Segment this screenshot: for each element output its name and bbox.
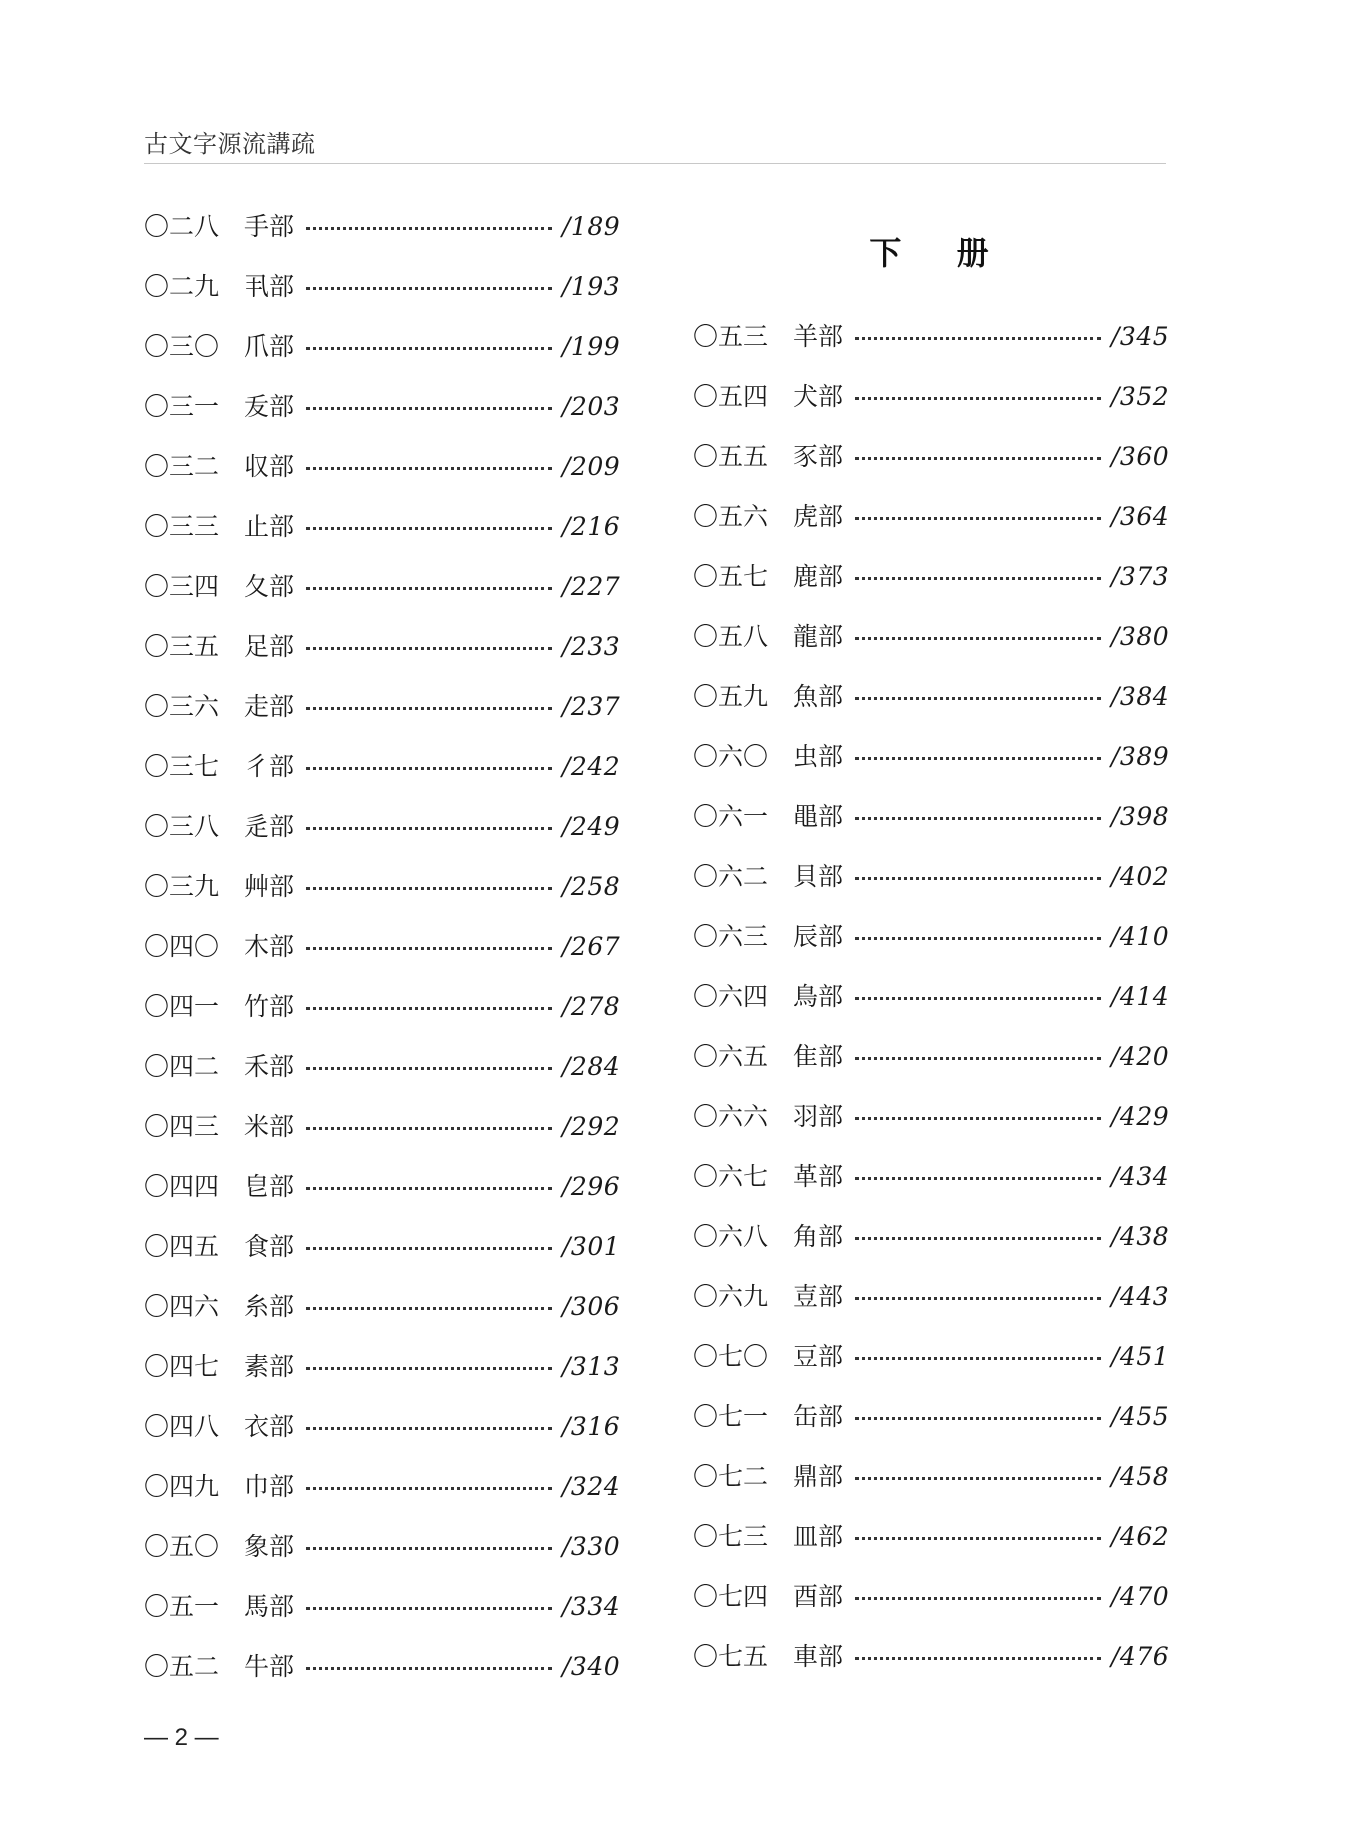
- dot-leader: [855, 757, 1101, 760]
- entry-radical-title: 缶部: [793, 1401, 844, 1431]
- dot-leader: [306, 647, 552, 650]
- entry-number: 〇五二: [144, 1651, 220, 1681]
- toc-entry: [144, 316, 621, 376]
- toc-entry: [144, 1336, 621, 1396]
- toc-entry: [693, 1506, 1170, 1566]
- entry-page-number: /227: [562, 571, 621, 601]
- entry-number: 〇六七: [693, 1161, 769, 1191]
- dot-leader: [855, 397, 1101, 400]
- entry-number: 〇三〇: [144, 331, 220, 361]
- dot-leader: [855, 1477, 1101, 1480]
- toc-entry: [693, 1566, 1170, 1626]
- entry-radical-title: 壴部: [793, 1281, 844, 1311]
- entry-radical-title: 豕部: [793, 441, 844, 471]
- toc-entry: [693, 1326, 1170, 1386]
- dot-leader: [306, 1607, 552, 1610]
- entry-radical-title: 羽部: [793, 1101, 844, 1131]
- entry-number: 〇五九: [693, 681, 769, 711]
- entry-number: 〇六二: [693, 861, 769, 891]
- entry-page-number: /203: [562, 391, 621, 421]
- entry-page-number: /340: [562, 1651, 621, 1681]
- dot-leader: [306, 347, 552, 350]
- toc-entry: [693, 786, 1170, 846]
- dot-leader: [855, 1417, 1101, 1420]
- entry-radical-title: 角部: [793, 1221, 844, 1251]
- dot-leader: [855, 937, 1101, 940]
- entry-page-number: /352: [1111, 381, 1170, 411]
- toc-entry: [693, 1386, 1170, 1446]
- toc-entry: [144, 1456, 621, 1516]
- entry-page-number: /242: [562, 751, 621, 781]
- entry-number: 〇七二: [693, 1461, 769, 1491]
- entry-page-number: /216: [562, 511, 621, 541]
- dot-leader: [855, 1357, 1101, 1360]
- dot-leader: [855, 997, 1101, 1000]
- entry-number: 〇四一: [144, 991, 220, 1021]
- entry-page-number: /373: [1111, 561, 1170, 591]
- entry-radical-title: 鼎部: [793, 1461, 844, 1491]
- entry-page-number: /316: [562, 1411, 621, 1441]
- entry-radical-title: 象部: [244, 1531, 295, 1561]
- entry-radical-title: 巾部: [244, 1471, 295, 1501]
- dot-leader: [306, 227, 552, 230]
- dot-leader: [306, 947, 552, 950]
- entry-page-number: /410: [1111, 921, 1170, 951]
- dot-leader: [855, 817, 1101, 820]
- entry-page-number: /420: [1111, 1041, 1170, 1071]
- toc-left-column: [144, 196, 621, 1696]
- entry-number: 〇五七: [693, 561, 769, 591]
- entry-radical-title: 黽部: [793, 801, 844, 831]
- entry-page-number: /306: [562, 1291, 621, 1321]
- entry-radical-title: 皿部: [793, 1521, 844, 1551]
- entry-number: 〇四四: [144, 1171, 220, 1201]
- toc-entry: [144, 436, 621, 496]
- dot-leader: [306, 407, 552, 410]
- dot-leader: [306, 827, 552, 830]
- entry-page-number: /301: [562, 1231, 621, 1261]
- entry-number: 〇二九: [144, 271, 220, 301]
- entry-page-number: /458: [1111, 1461, 1170, 1491]
- entry-page-number: /389: [1111, 741, 1170, 771]
- entry-radical-title: 糸部: [244, 1291, 295, 1321]
- entry-radical-title: 皀部: [244, 1171, 295, 1201]
- entry-page-number: /292: [562, 1111, 621, 1141]
- entry-number: 〇七〇: [693, 1341, 769, 1371]
- entry-radical-title: 禾部: [244, 1051, 295, 1081]
- toc-entry: [144, 1156, 621, 1216]
- entry-number: 〇六〇: [693, 741, 769, 771]
- toc-entry: [144, 1396, 621, 1456]
- entry-number: 〇三九: [144, 871, 220, 901]
- entry-number: 〇四八: [144, 1411, 220, 1441]
- toc-entry: [693, 906, 1170, 966]
- toc-entry: [693, 1206, 1170, 1266]
- toc-entry: [144, 616, 621, 676]
- dot-leader: [855, 457, 1101, 460]
- toc-entry: [693, 666, 1170, 726]
- dot-leader: [855, 1237, 1101, 1240]
- entry-page-number: /451: [1111, 1341, 1170, 1371]
- entry-radical-title: 牛部: [244, 1651, 295, 1681]
- entry-number: 〇三二: [144, 451, 220, 481]
- toc-entry: [693, 606, 1170, 666]
- entry-page-number: /434: [1111, 1161, 1170, 1191]
- entry-radical-title: 馬部: [244, 1591, 295, 1621]
- toc-entry: [144, 1516, 621, 1576]
- entry-number: 〇四六: [144, 1291, 220, 1321]
- dot-leader: [306, 1007, 552, 1010]
- entry-radical-title: 叐部: [244, 391, 295, 421]
- dot-leader: [306, 1427, 552, 1430]
- entry-number: 〇三五: [144, 631, 220, 661]
- entry-page-number: /209: [562, 451, 621, 481]
- entry-radical-title: 止部: [244, 511, 295, 541]
- entry-radical-title: 艸部: [244, 871, 295, 901]
- entry-page-number: /258: [562, 871, 621, 901]
- entry-number: 〇五〇: [144, 1531, 220, 1561]
- dot-leader: [306, 1547, 552, 1550]
- dot-leader: [306, 527, 552, 530]
- entry-page-number: /360: [1111, 441, 1170, 471]
- entry-page-number: /330: [562, 1531, 621, 1561]
- entry-page-number: /296: [562, 1171, 621, 1201]
- entry-page-number: /380: [1111, 621, 1170, 651]
- entry-radical-title: 走部: [244, 691, 295, 721]
- entry-radical-title: 収部: [244, 451, 295, 481]
- entry-radical-title: 龍部: [793, 621, 844, 651]
- entry-number: 〇五四: [693, 381, 769, 411]
- entry-page-number: /364: [1111, 501, 1170, 531]
- toc-entry: [144, 916, 621, 976]
- toc-entry: [144, 1576, 621, 1636]
- toc-entry: [693, 426, 1170, 486]
- entry-page-number: /313: [562, 1351, 621, 1381]
- entry-radical-title: 衣部: [244, 1411, 295, 1441]
- entry-radical-title: 革部: [793, 1161, 844, 1191]
- dot-leader: [855, 517, 1101, 520]
- entry-page-number: /402: [1111, 861, 1170, 891]
- toc-entry: [144, 376, 621, 436]
- entry-number: 〇三四: [144, 571, 220, 601]
- toc-entry: [144, 676, 621, 736]
- entry-number: 〇七五: [693, 1641, 769, 1671]
- dot-leader: [306, 1667, 552, 1670]
- entry-radical-title: 素部: [244, 1351, 295, 1381]
- dot-leader: [855, 697, 1101, 700]
- toc-entry: [693, 1026, 1170, 1086]
- page-number: — 2 —: [144, 1724, 219, 1751]
- entry-number: 〇六九: [693, 1281, 769, 1311]
- entry-number: 〇七三: [693, 1521, 769, 1551]
- entry-page-number: /462: [1111, 1521, 1170, 1551]
- entry-page-number: /398: [1111, 801, 1170, 831]
- toc-entry: [693, 366, 1170, 426]
- dot-leader: [306, 1067, 552, 1070]
- entry-page-number: /249: [562, 811, 621, 841]
- dot-leader: [855, 1657, 1101, 1660]
- toc-entry: [693, 1266, 1170, 1326]
- dot-leader: [306, 467, 552, 470]
- toc-entry: [693, 726, 1170, 786]
- entry-radical-title: 辵部: [244, 811, 295, 841]
- dot-leader: [306, 1247, 552, 1250]
- entry-page-number: /267: [562, 931, 621, 961]
- entry-radical-title: 食部: [244, 1231, 295, 1261]
- dot-leader: [855, 577, 1101, 580]
- entry-page-number: /324: [562, 1471, 621, 1501]
- entry-number: 〇三一: [144, 391, 220, 421]
- dot-leader: [306, 707, 552, 710]
- entry-radical-title: 丮部: [244, 271, 295, 301]
- entry-radical-title: 彳部: [244, 751, 295, 781]
- entry-number: 〇七四: [693, 1581, 769, 1611]
- dot-leader: [855, 877, 1101, 880]
- entry-page-number: /470: [1111, 1581, 1170, 1611]
- toc-right-column: [693, 196, 1170, 1686]
- entry-number: 〇四二: [144, 1051, 220, 1081]
- entry-page-number: /334: [562, 1591, 621, 1621]
- entry-number: 〇三三: [144, 511, 220, 541]
- toc-entry: [693, 966, 1170, 1026]
- entry-radical-title: 辰部: [793, 921, 844, 951]
- toc-entry: [693, 486, 1170, 546]
- entry-number: 〇六六: [693, 1101, 769, 1131]
- header-rule: [144, 163, 1166, 164]
- toc-entry: [693, 1626, 1170, 1686]
- dot-leader: [855, 1597, 1101, 1600]
- dot-leader: [855, 1177, 1101, 1180]
- entry-page-number: /429: [1111, 1101, 1170, 1131]
- volume-heading: 下 册: [869, 234, 1011, 272]
- entry-page-number: /384: [1111, 681, 1170, 711]
- entry-radical-title: 足部: [244, 631, 295, 661]
- toc-entry: [144, 736, 621, 796]
- dot-leader: [855, 1297, 1101, 1300]
- entry-number: 〇六三: [693, 921, 769, 951]
- toc-entry: [144, 856, 621, 916]
- dot-leader: [855, 337, 1101, 340]
- toc-entry: [144, 1636, 621, 1696]
- dot-leader: [855, 1117, 1101, 1120]
- dot-leader: [306, 287, 552, 290]
- entry-radical-title: 米部: [244, 1111, 295, 1141]
- dot-leader: [306, 1127, 552, 1130]
- entry-number: 〇二八: [144, 211, 220, 241]
- dot-leader: [306, 887, 552, 890]
- entry-radical-title: 車部: [793, 1641, 844, 1671]
- entry-number: 〇四七: [144, 1351, 220, 1381]
- dot-leader: [306, 587, 552, 590]
- toc-entry: [144, 1216, 621, 1276]
- entry-number: 〇四五: [144, 1231, 220, 1261]
- dot-leader: [306, 767, 552, 770]
- entry-page-number: /443: [1111, 1281, 1170, 1311]
- entry-radical-title: 虎部: [793, 501, 844, 531]
- entry-radical-title: 竹部: [244, 991, 295, 1021]
- entry-radical-title: 虫部: [793, 741, 844, 771]
- entry-radical-title: 貝部: [793, 861, 844, 891]
- toc-entry: [144, 556, 621, 616]
- entry-radical-title: 豆部: [793, 1341, 844, 1371]
- entry-page-number: /476: [1111, 1641, 1170, 1671]
- toc-entry: [693, 1446, 1170, 1506]
- entry-number: 〇四〇: [144, 931, 220, 961]
- toc-entry: [144, 196, 621, 256]
- entry-number: 〇七一: [693, 1401, 769, 1431]
- entry-number: 〇六四: [693, 981, 769, 1011]
- dot-leader: [855, 637, 1101, 640]
- toc-entry: [693, 1146, 1170, 1206]
- entry-page-number: /189: [562, 211, 621, 241]
- entry-page-number: /284: [562, 1051, 621, 1081]
- entry-number: 〇五六: [693, 501, 769, 531]
- entry-number: 〇六八: [693, 1221, 769, 1251]
- entry-radical-title: 手部: [244, 211, 295, 241]
- toc-entry: [693, 306, 1170, 366]
- toc-entry: [144, 1036, 621, 1096]
- dot-leader: [306, 1187, 552, 1190]
- entry-page-number: /237: [562, 691, 621, 721]
- entry-page-number: /438: [1111, 1221, 1170, 1251]
- entry-page-number: /278: [562, 991, 621, 1021]
- toc-entry: [144, 1276, 621, 1336]
- entry-radical-title: 犬部: [793, 381, 844, 411]
- entry-radical-title: 羊部: [793, 321, 844, 351]
- dot-leader: [855, 1057, 1101, 1060]
- entry-number: 〇六一: [693, 801, 769, 831]
- entry-radical-title: 爪部: [244, 331, 295, 361]
- entry-number: 〇五一: [144, 1591, 220, 1621]
- entry-number: 〇五八: [693, 621, 769, 651]
- toc-entry: [144, 1096, 621, 1156]
- entry-page-number: /345: [1111, 321, 1170, 351]
- entry-page-number: /199: [562, 331, 621, 361]
- entry-number: 〇五五: [693, 441, 769, 471]
- toc-entry: [144, 796, 621, 856]
- entry-radical-title: 隹部: [793, 1041, 844, 1071]
- entry-radical-title: 鳥部: [793, 981, 844, 1011]
- entry-page-number: /455: [1111, 1401, 1170, 1431]
- entry-page-number: /414: [1111, 981, 1170, 1011]
- dot-leader: [306, 1367, 552, 1370]
- entry-radical-title: 鹿部: [793, 561, 844, 591]
- toc-entry: [693, 546, 1170, 606]
- entry-number: 〇四九: [144, 1471, 220, 1501]
- entry-number: 〇四三: [144, 1111, 220, 1141]
- dot-leader: [306, 1487, 552, 1490]
- entry-radical-title: 魚部: [793, 681, 844, 711]
- entry-number: 〇三七: [144, 751, 220, 781]
- dot-leader: [306, 1307, 552, 1310]
- entry-radical-title: 酉部: [793, 1581, 844, 1611]
- toc-entry: [693, 1086, 1170, 1146]
- toc-entry: [144, 256, 621, 316]
- dot-leader: [855, 1537, 1101, 1540]
- toc-entry: [693, 846, 1170, 906]
- entry-number: 〇五三: [693, 321, 769, 351]
- entry-number: 〇六五: [693, 1041, 769, 1071]
- toc-entry: [144, 976, 621, 1036]
- running-head-title: 古文字源流講疏: [144, 130, 316, 158]
- toc-entry: [144, 496, 621, 556]
- entry-radical-title: 夂部: [244, 571, 295, 601]
- entry-number: 〇三六: [144, 691, 220, 721]
- entry-page-number: /193: [562, 271, 621, 301]
- entry-number: 〇三八: [144, 811, 220, 841]
- entry-radical-title: 木部: [244, 931, 295, 961]
- entry-page-number: /233: [562, 631, 621, 661]
